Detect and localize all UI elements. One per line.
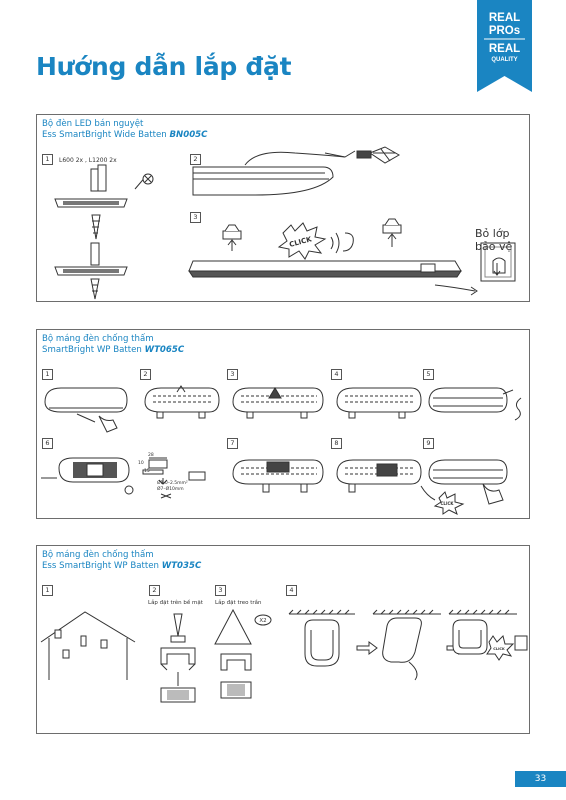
dim-label-1: 28 — [148, 453, 154, 458]
section-title-prefix: SmartBright WP Batten — [42, 345, 145, 355]
step-1-note: L600 2x , L1200 2x — [59, 157, 117, 164]
remove-protective-film-note — [475, 227, 512, 253]
section-title — [42, 550, 201, 572]
section-wt065c — [36, 329, 530, 519]
logo-line4: QUALITY — [491, 57, 518, 63]
click-label: CLICK — [493, 647, 505, 651]
step-1-illustration — [37, 115, 187, 303]
step-1-badge: 1 — [42, 154, 53, 165]
logo-line2: PROs — [488, 25, 521, 37]
section-bn005c — [36, 114, 530, 302]
logo-line1: REAL — [488, 12, 521, 24]
step-3-illustration — [185, 211, 525, 301]
page-number: 33 — [515, 771, 566, 787]
step-9-badge: 9 — [423, 438, 434, 449]
logo-line3: REAL — [488, 43, 521, 55]
section-model: BN005C — [169, 130, 208, 140]
steps-6-9-illustration — [37, 448, 531, 518]
step-3-qty: X2 — [259, 618, 267, 624]
step-8-badge: 8 — [331, 438, 342, 449]
step-1-badge: 1 — [42, 369, 53, 380]
step-1-badge: 1 — [42, 585, 53, 596]
dim-label-2: 10 — [138, 461, 144, 466]
wire-spec-line2: Ø7–Ø10mm — [157, 487, 184, 492]
step-2-badge: 2 — [149, 585, 160, 596]
section-model: WT065C — [144, 345, 185, 355]
surface-mount-label: Lắp đặt trên bề mặt — [148, 600, 203, 606]
step-3-badge: 3 — [215, 585, 226, 596]
step-4-badge: 4 — [331, 369, 342, 380]
step-2-badge: 2 — [190, 154, 201, 165]
section-title-prefix: Ess SmartBright WP Batten — [42, 561, 162, 571]
steps-1-5-illustration — [37, 380, 531, 440]
wire-spec-line1: Ø1.0–2.5mm² — [157, 481, 188, 486]
remove-note-line1: Bỏ lớp — [475, 227, 510, 240]
click-label: CLICK — [440, 501, 454, 506]
section-title-line1: Bộ đèn LED bán nguyệt — [42, 119, 144, 129]
section-wt035c — [36, 545, 530, 734]
dim-label-3: 15 — [144, 469, 150, 474]
section-title-line1: Bộ máng đèn chống thấm — [42, 550, 154, 560]
step-7-badge: 7 — [227, 438, 238, 449]
section-title-prefix: Ess SmartBright Wide Batten — [42, 130, 170, 140]
step-6-badge: 6 — [42, 438, 53, 449]
wt035c-illustration — [37, 606, 531, 731]
step-2-illustration — [185, 143, 405, 213]
step-5-badge: 5 — [423, 369, 434, 380]
section-title-line1: Bộ máng đèn chống thấm — [42, 334, 154, 344]
click-label: CLICK — [288, 235, 313, 249]
section-model: WT035C — [161, 561, 202, 571]
step-2-badge: 2 — [140, 369, 151, 380]
step-3-badge: 3 — [227, 369, 238, 380]
wire-spec — [157, 481, 188, 493]
page-title: Hướng dẫn lắp đặt — [36, 52, 292, 81]
suspended-mount-label: Lắp đặt treo trần — [215, 600, 262, 606]
section-title — [42, 334, 184, 356]
step-3-badge: 3 — [190, 212, 201, 223]
step-4-badge: 4 — [286, 585, 297, 596]
remove-note-line2: bảo vệ — [475, 240, 513, 253]
real-pros-logo — [477, 0, 532, 92]
